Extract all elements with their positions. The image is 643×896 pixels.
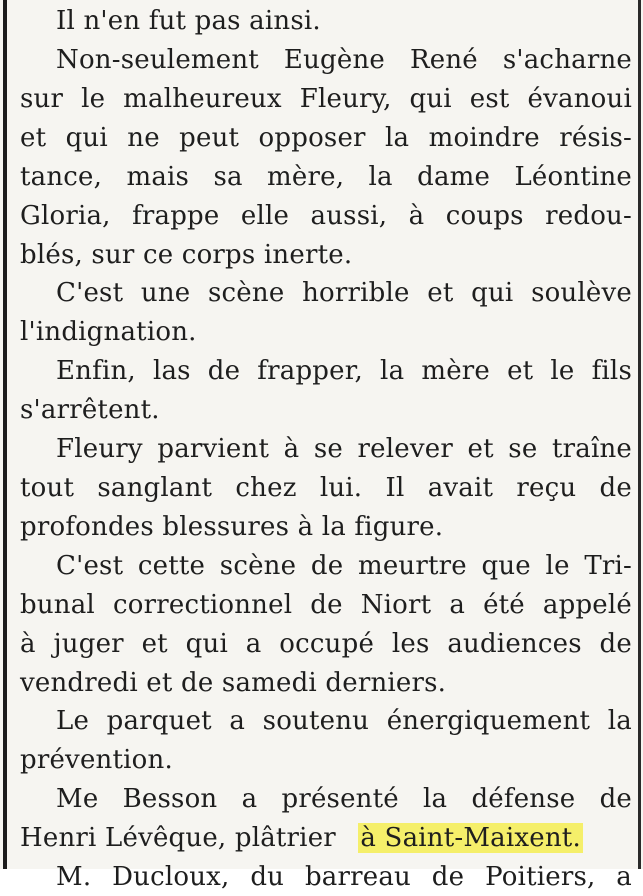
text-line: sur le malheureux Fleury, qui est évanoui [20,84,632,114]
text-line [20,819,583,857]
text-line: profondes blessures à la figure. [20,512,444,542]
left-column-rule [3,0,7,869]
text-line: Gloria, frappe elle aussi, à coups redou- [20,201,632,231]
text-line-cut-off: M. Ducloux, du barreau de Poitiers, a [56,862,632,892]
text-line: blés, sur ce corps inerte. [20,240,353,270]
text-line: Le parquet a soutenu énergiquement la [56,706,632,736]
text-line: s'arrêtent. [20,395,160,425]
text-line: Me Besson a présenté la défense de [56,784,632,814]
text-line: à juger et qui a occupé les audiences de [20,629,632,659]
text-line: bunal correctionnel de Niort a été appelé [20,590,632,620]
text-line: Enfin, las de frapper, la mère et le fils [56,356,632,386]
text-line: et qui ne peut opposer la moindre résis- [20,123,632,153]
text-line: C'est cette scène de meurtre que le Tri- [56,551,632,581]
text-line: Fleury parvient à se relever et se traîne [56,434,632,464]
right-column-rule [638,0,641,869]
text-line: tout sanglant chez lui. Il avait reçu de [20,473,632,503]
text-line: Il n'en fut pas ainsi. [56,6,321,36]
text-line-start: Henri Lévêque, plâtrier [20,823,336,853]
text-line: C'est une scène horrible et qui soulève [56,278,632,308]
text-line: l'indignation. [20,317,197,347]
text-line: tance, mais sa mère, la dame Léontine [20,162,632,192]
text-line: vendredi et de samedi derniers. [20,668,447,698]
text-line: Non-seulement Eugène René s'acharne [56,45,632,75]
highlighted-text: à Saint-Maixent. [360,823,581,853]
text-line: prévention. [20,745,173,775]
